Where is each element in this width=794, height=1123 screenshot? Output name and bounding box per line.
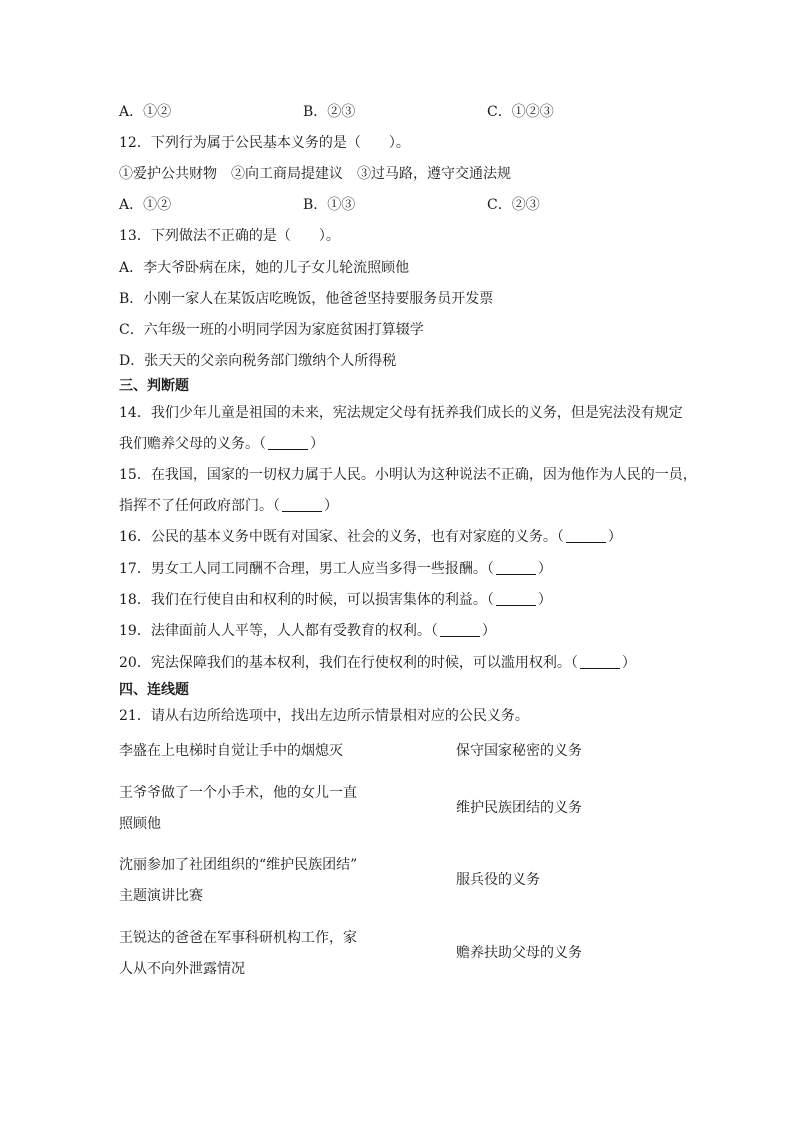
q13-option-c[interactable]: C．六年级一班的小明同学因为家庭贫困打算辍学: [119, 322, 424, 338]
q11-option-b[interactable]: B．②③: [303, 104, 356, 120]
q16-line: [119, 527, 622, 547]
paren-close: ）: [310, 436, 324, 452]
match-right-item[interactable]: 保守国家秘密的义务: [456, 743, 582, 759]
q17-text: 17．男女工人同工同酬不合理，男工人应当多得一些报酬。（: [119, 561, 494, 577]
q19-line: [119, 621, 496, 641]
match-left-item-cont[interactable]: 主题演讲比赛: [119, 888, 203, 904]
q12-option-b[interactable]: B．①③: [303, 197, 356, 213]
answer-blank[interactable]: [566, 528, 606, 543]
q11-option-c[interactable]: C．①②③: [487, 104, 554, 120]
q20-line: [119, 653, 636, 673]
match-right-item[interactable]: 服兵役的义务: [456, 872, 540, 888]
match-right-item[interactable]: 赡养扶助父母的义务: [456, 945, 582, 961]
q12-option-a[interactable]: A．①②: [119, 197, 172, 213]
q14-line-2: [119, 434, 324, 454]
q13-option-a[interactable]: A．李大爷卧病在床，她的儿子女儿轮流照顾他: [119, 260, 410, 276]
q13-stem: 13．下列做法不正确的是（ ）。: [119, 228, 340, 244]
q16-text: 16．公民的基本义务中既有对国家、社会的义务，也有对家庭的义务。（: [119, 529, 564, 545]
q20-text: 20．宪法保障我们的基本权利，我们在行使权利的时候，可以滥用权利。（: [119, 655, 578, 671]
q17-line: [119, 559, 552, 579]
q12-option-c[interactable]: C．②③: [487, 197, 540, 213]
paren-close: ）: [607, 529, 622, 545]
q15-line-2: [119, 496, 338, 516]
q18-text: 18．我们在行使自由和权利的时候，可以损害集体的利益。（: [119, 592, 494, 608]
paren-close: ）: [621, 655, 636, 671]
q11-option-a[interactable]: A．①②: [119, 104, 172, 120]
paren-close: ）: [537, 592, 552, 608]
q12-options: [0, 195, 680, 215]
q14-line-1: 14．我们少年儿童是祖国的未来，宪法规定父母有抚养我们成长的义务，但是宪法没有规定: [119, 405, 683, 421]
answer-blank[interactable]: [440, 622, 480, 637]
section-4-title: 四、连线题: [119, 682, 189, 698]
q13-option-d[interactable]: D．张天天的父亲向税务部门缴纳个人所得税: [119, 353, 397, 369]
q19-text: 19．法律面前人人平等，人人都有受教育的权利。（: [119, 623, 438, 639]
answer-blank[interactable]: [268, 435, 308, 450]
match-left-item[interactable]: 李盛在上电梯时自觉让手中的烟熄灭: [119, 743, 343, 759]
match-right-item[interactable]: 维护民族团结的义务: [456, 800, 582, 816]
q14-text: 我们赡养父母的义务。（: [119, 436, 266, 452]
answer-blank[interactable]: [282, 497, 322, 512]
q18-line: [119, 590, 552, 610]
section-3-title: 三、判断题: [119, 378, 189, 394]
match-left-item[interactable]: 王锐达的爸爸在军事科研机构工作，家: [119, 930, 357, 946]
match-left-item[interactable]: 沈丽参加了社团组织的“维护民族团结”: [119, 857, 358, 873]
q12-items: ①爱护公共财物 ②向工商局提建议 ③过马路，遵守交通法规: [119, 166, 511, 182]
q15-line-1: 15．在我国，国家的一切权力属于人民。小明认为这种说法不正确，因为他作为人民的一员，: [119, 467, 697, 483]
paren-close: ）: [324, 498, 338, 514]
answer-blank[interactable]: [580, 654, 620, 669]
match-left-item-cont[interactable]: 人从不向外泄露情况: [119, 961, 245, 977]
match-left-item[interactable]: 王爷爷做了一个小手术，他的女儿一直: [119, 785, 357, 801]
q13-option-b[interactable]: B．小刚一家人在某饭店吃晚饭，他爸爸坚持要服务员开发票: [119, 291, 494, 307]
q15-text: 指挥不了任何政府部门。（: [119, 498, 280, 514]
paren-close: ）: [481, 623, 496, 639]
paren-close: ）: [537, 561, 552, 577]
q12-stem: 12．下列行为属于公民基本义务的是（ ）。: [119, 135, 410, 151]
q11-options: [0, 102, 680, 122]
q21-stem: 21．请从右边所给选项中，找出左边所示情景相对应的公民义务。: [119, 708, 529, 724]
answer-blank[interactable]: [496, 591, 536, 606]
answer-blank[interactable]: [496, 560, 536, 575]
match-left-item-cont[interactable]: 照顾他: [119, 816, 161, 832]
